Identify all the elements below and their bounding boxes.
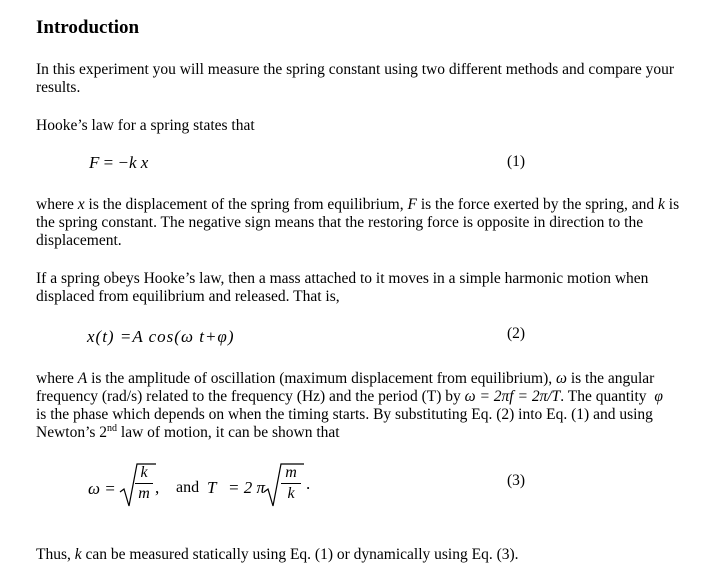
paragraph-5-line-4 <box>36 424 340 442</box>
p3-var-x: x <box>77 196 85 213</box>
eq3-comma: , <box>155 478 160 497</box>
eq3-and: and <box>176 479 200 496</box>
fraction-1-bar <box>135 483 153 484</box>
fraction-2-numerator: m <box>285 464 297 481</box>
eq3-omega-equals: ω = <box>88 479 116 498</box>
p6-var-k: k <box>74 546 82 563</box>
paragraph-4-line-1: If a spring obeys Hooke’s law, then a mass attached to it moves in a simple harmonic motion when <box>36 270 649 287</box>
equation-3-number: (3) <box>507 472 526 489</box>
p5-text-b: is the amplitude of oscillation (maximum displacement from equilibrium), <box>87 370 556 387</box>
paragraph-1-line-1: In this experiment you will measure the spring constant using two different methods and compare your <box>36 61 675 78</box>
p3-var-f: F <box>407 196 417 213</box>
paragraph-5-line-2 <box>36 388 663 406</box>
eq1-rhs: −k x <box>117 153 149 172</box>
paragraph-3-line-1 <box>36 196 679 214</box>
p3-text-b: is the displacement of the spring from equilibrium, <box>84 196 408 213</box>
p5-var-omega: ω <box>556 370 567 387</box>
fraction-m-over-k <box>281 464 301 503</box>
paragraph-5-line-1 <box>36 370 654 388</box>
p3-text-d: is <box>664 196 680 213</box>
fraction-1-numerator: k <box>140 464 148 481</box>
p6-text-a: Thus, <box>36 546 75 563</box>
fraction-1-denominator: m <box>138 485 150 502</box>
p5-text-a: where <box>36 370 78 387</box>
eq1-equals: = <box>103 153 114 172</box>
equation-2: x(t) =A cos(ω t+φ) <box>87 327 235 346</box>
p5-text-d: frequency (rad/s) related to the frequency (Hz) and the period (T) by <box>36 388 465 405</box>
equation-1 <box>89 153 148 173</box>
paragraph-6 <box>36 546 519 564</box>
p3-text-a: where <box>36 196 78 213</box>
equation-2-number: (2) <box>507 325 526 342</box>
fraction-k-over-m <box>135 464 153 503</box>
fraction-2-denominator: k <box>287 485 295 502</box>
eq1-lhs: F <box>89 153 100 172</box>
paragraph-2: Hooke’s law for a spring states that <box>36 117 255 134</box>
paragraph-3-line-2: the spring constant. The negative sign means that the restoring force is opposite in direction to the <box>36 214 644 231</box>
paragraph-3-line-3: displacement. <box>36 232 122 249</box>
eq3-period-symbol: T <box>207 478 217 497</box>
fraction-2-bar <box>281 483 301 484</box>
section-heading: Introduction <box>36 17 140 38</box>
paragraph-5-line-3: is the phase which depends on when the timing starts. By substituting Eq. (2) into Eq. (1) and using <box>36 406 653 423</box>
p5-superscript: nd <box>107 423 118 434</box>
p5-omega-formula: ω = 2πf = 2π/T <box>464 388 561 405</box>
p3-var-k: k <box>658 196 665 213</box>
paragraph-1-line-2: results. <box>36 79 81 96</box>
equation-1-number: (1) <box>507 153 526 170</box>
eq3-period: . <box>306 474 311 493</box>
p5-text-e: . The quantity <box>560 388 651 405</box>
p6-text-b: can be measured statically using Eq. (1) or dynamically using Eq. (3). <box>81 546 519 563</box>
p3-text-c: is the force exerted by the spring, and <box>416 196 658 213</box>
p5-var-a: A <box>77 370 88 387</box>
paragraph-4-line-2: displaced from equilibrium and released. That is, <box>36 288 340 305</box>
eq3-two-pi: = 2 π <box>228 478 265 497</box>
p5-text-g: law of motion, it can be shown that <box>117 424 340 441</box>
p5-text-f: Newton’s 2 <box>36 424 108 441</box>
p5-var-phi: φ <box>654 388 663 405</box>
p5-text-c: is the angular <box>566 370 655 387</box>
